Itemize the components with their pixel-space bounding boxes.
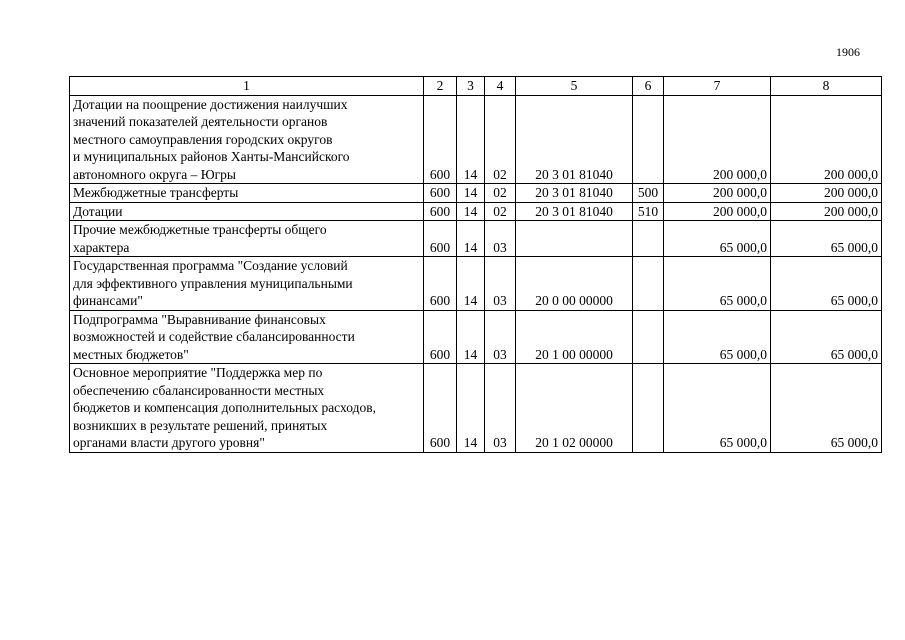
header-cell-6: 6 xyxy=(633,77,664,96)
expense-type-cell: 500 xyxy=(633,184,664,203)
section-cell: 14 xyxy=(457,95,485,184)
amount-cell-8: 65 000,0 xyxy=(771,257,882,311)
table-row xyxy=(70,95,882,184)
admin-code-cell: 600 xyxy=(424,184,457,203)
amount-cell-7: 65 000,0 xyxy=(664,310,771,364)
header-cell-4: 4 xyxy=(485,77,516,96)
amount-cell-7: 200 000,0 xyxy=(664,95,771,184)
amount-cell-8: 65 000,0 xyxy=(771,310,882,364)
admin-code-cell: 600 xyxy=(424,95,457,184)
subsection-cell: 03 xyxy=(485,364,516,453)
target-article-cell: 20 3 01 81040 xyxy=(516,202,633,221)
admin-code-cell: 600 xyxy=(424,257,457,311)
table-row xyxy=(70,202,882,221)
header-cell-5: 5 xyxy=(516,77,633,96)
row-name-cell: Подпрограмма "Выравнивание финансовых возможностей и содействие сбалансированности местных бюджетов" xyxy=(70,310,424,364)
amount-cell-8: 200 000,0 xyxy=(771,95,882,184)
header-cell-8: 8 xyxy=(771,77,882,96)
target-article-cell: 20 0 00 00000 xyxy=(516,257,633,311)
amount-cell-7: 65 000,0 xyxy=(664,257,771,311)
row-name-cell: Основное мероприятие "Поддержка мер по обеспечению сбалансированности местных бюджетов и компенсация дополнительных расходов, возникших в результате решений, принятых органами власти другого уровня" xyxy=(70,364,424,453)
table-row xyxy=(70,221,882,257)
row-name-cell: Государственная программа "Создание условий для эффективного управления муниципальными финансами" xyxy=(70,257,424,311)
amount-cell-7: 65 000,0 xyxy=(664,364,771,453)
subsection-cell: 03 xyxy=(485,310,516,364)
target-article-cell xyxy=(516,221,633,257)
expense-type-cell xyxy=(633,221,664,257)
admin-code-cell: 600 xyxy=(424,310,457,364)
amount-cell-8: 200 000,0 xyxy=(771,184,882,203)
table-row xyxy=(70,257,882,311)
header-cell-2: 2 xyxy=(424,77,457,96)
subsection-cell: 02 xyxy=(485,202,516,221)
target-article-cell: 20 1 02 00000 xyxy=(516,364,633,453)
section-cell: 14 xyxy=(457,364,485,453)
target-article-cell: 20 3 01 81040 xyxy=(516,95,633,184)
section-cell: 14 xyxy=(457,257,485,311)
header-cell-3: 3 xyxy=(457,77,485,96)
header-cell-1: 1 xyxy=(70,77,424,96)
subsection-cell: 03 xyxy=(485,221,516,257)
section-cell: 14 xyxy=(457,184,485,203)
row-name-cell: Дотации на поощрение достижения наилучших значений показателей деятельности органов местного самоуправления городских округов и муниципальных районов Ханты-Мансийского автономного округа – Югры xyxy=(70,95,424,184)
row-name-cell: Дотации xyxy=(70,202,424,221)
section-cell: 14 xyxy=(457,310,485,364)
admin-code-cell: 600 xyxy=(424,221,457,257)
subsection-cell: 03 xyxy=(485,257,516,311)
amount-cell-8: 65 000,0 xyxy=(771,364,882,453)
subsection-cell: 02 xyxy=(485,184,516,203)
amount-cell-7: 200 000,0 xyxy=(664,202,771,221)
amount-cell-8: 200 000,0 xyxy=(771,202,882,221)
section-cell: 14 xyxy=(457,202,485,221)
page-number: 1906 xyxy=(836,45,860,59)
table-row xyxy=(70,184,882,203)
table-header-row xyxy=(70,77,882,96)
section-cell: 14 xyxy=(457,221,485,257)
table-row xyxy=(70,310,882,364)
admin-code-cell: 600 xyxy=(424,364,457,453)
table-row xyxy=(70,364,882,453)
expense-type-cell xyxy=(633,310,664,364)
amount-cell-8: 65 000,0 xyxy=(771,221,882,257)
subsection-cell: 02 xyxy=(485,95,516,184)
expense-type-cell xyxy=(633,257,664,311)
amount-cell-7: 200 000,0 xyxy=(664,184,771,203)
row-name-cell: Прочие межбюджетные трансферты общего характера xyxy=(70,221,424,257)
budget-table xyxy=(69,76,882,453)
expense-type-cell xyxy=(633,364,664,453)
header-cell-7: 7 xyxy=(664,77,771,96)
row-name-cell: Межбюджетные трансферты xyxy=(70,184,424,203)
expense-type-cell: 510 xyxy=(633,202,664,221)
target-article-cell: 20 3 01 81040 xyxy=(516,184,633,203)
admin-code-cell: 600 xyxy=(424,202,457,221)
target-article-cell: 20 1 00 00000 xyxy=(516,310,633,364)
amount-cell-7: 65 000,0 xyxy=(664,221,771,257)
expense-type-cell xyxy=(633,95,664,184)
